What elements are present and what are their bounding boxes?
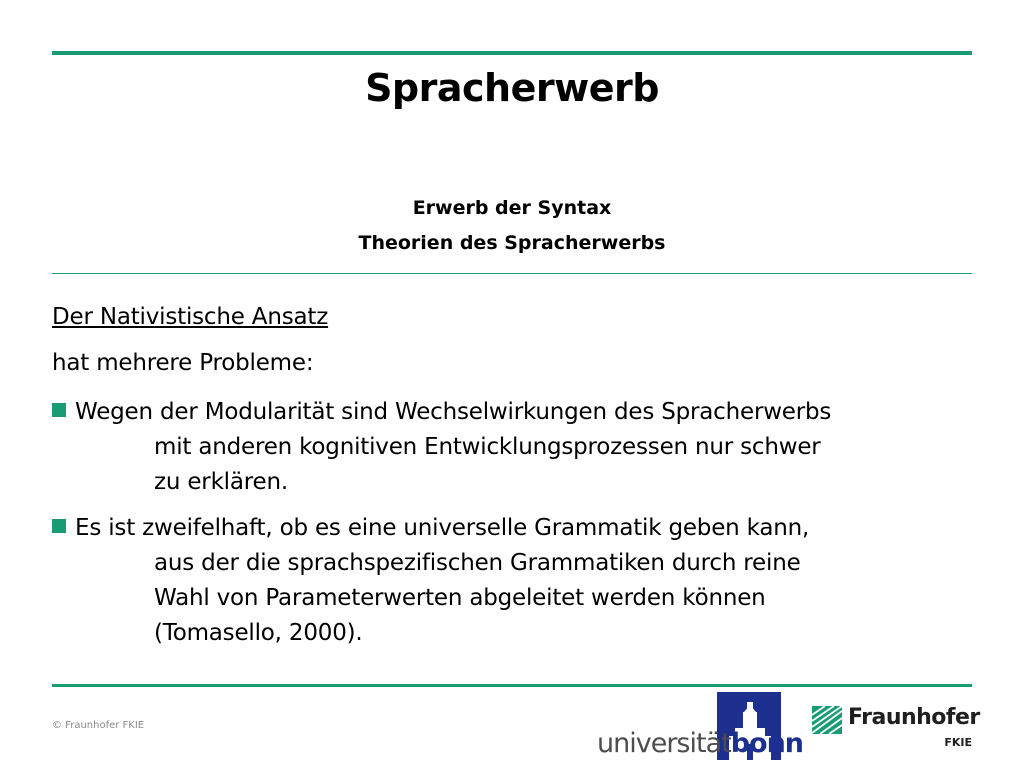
bullet-line (52, 511, 809, 546)
slide-subtitle-theories: Theorien des Spracherwerbs (358, 232, 666, 254)
bullet-line: mit anderen kognitiven Entwicklungsprozessen nur schwer (154, 434, 821, 460)
green-square-bullet-icon (52, 403, 66, 417)
intro-text: hat mehrere Probleme: (52, 350, 314, 376)
bullet-line: aus der die sprachspezifischen Grammatiken durch reine (154, 550, 801, 576)
fraunhofer-wordmark: Fraunhofer (848, 705, 980, 730)
slide-subtitle-syntax: Erwerb der Syntax (412, 197, 612, 219)
green-square-bullet-icon (52, 519, 66, 533)
university-bonn-logo (597, 692, 804, 762)
copyright-notice: © Fraunhofer FKIE (52, 720, 145, 731)
footer-divider (52, 684, 972, 687)
bullet-line (52, 395, 831, 430)
header-divider (52, 273, 972, 274)
bullet-line: (Tomasello, 2000). (154, 620, 363, 646)
fraunhofer-unit-label: FKIE (944, 736, 972, 749)
university-bonn-wordmark (597, 728, 803, 760)
top-divider (52, 51, 972, 55)
fraunhofer-logo (812, 704, 980, 756)
bullet-item-universal-grammar (52, 511, 809, 651)
bullet-line: Wahl von Parameterwerten abgeleitet werden können (154, 585, 766, 611)
wordmark-universitaet: universität (597, 728, 731, 759)
bullet-line: zu erklären. (154, 469, 288, 495)
bullet-text: Wegen der Modularität sind Wechselwirkungen des Spracherwerbs (75, 399, 832, 425)
fraunhofer-stripes-emblem-icon (812, 706, 842, 734)
wordmark-bonn: bonn (730, 728, 804, 759)
slide-title: Spracherwerb (365, 66, 659, 110)
bullet-item-modularity (52, 395, 831, 500)
section-heading: Der Nativistische Ansatz (52, 304, 329, 330)
bullet-text: Es ist zweifelhaft, ob es eine universelle Grammatik geben kann, (75, 515, 810, 541)
